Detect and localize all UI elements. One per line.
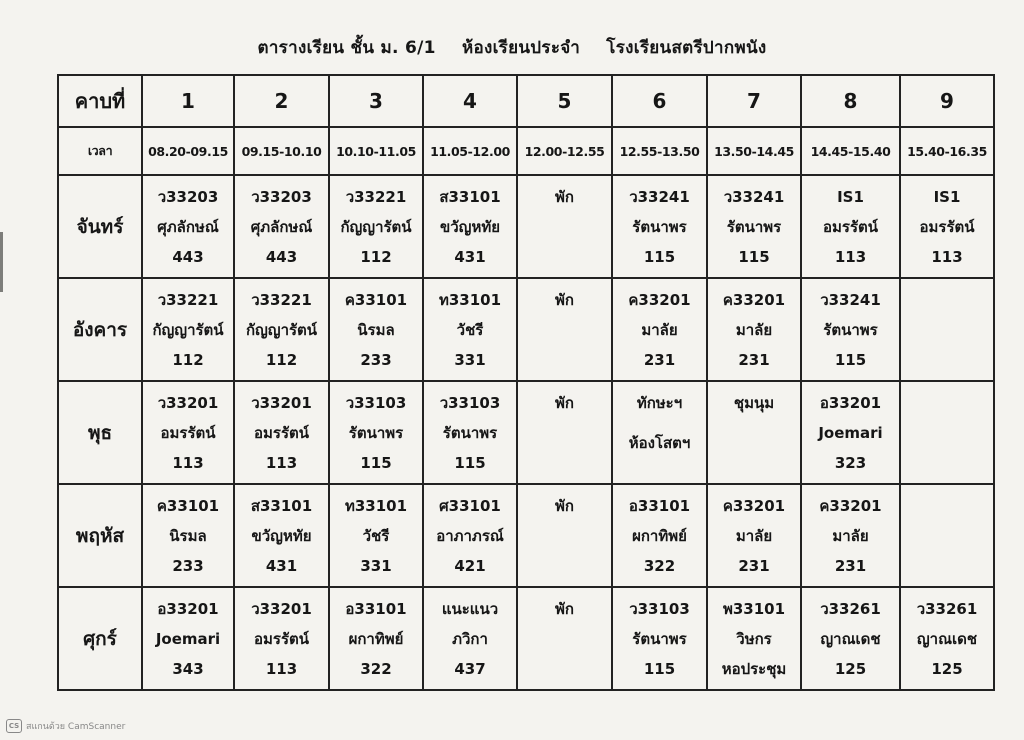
teacher-name: อมรรัตน์ [919, 217, 975, 236]
teacher-name: ญาณเดช [916, 629, 978, 648]
time-cell: 11.05-12.00 [423, 127, 517, 175]
subject-code: ศ33101 [439, 496, 501, 515]
class-cell-content [424, 286, 516, 374]
class-cell-content [613, 492, 706, 580]
teacher-name: รัตนาพร [632, 217, 687, 236]
class-cell [234, 175, 329, 278]
class-cell [517, 587, 612, 690]
class-cell [707, 175, 801, 278]
class-cell [423, 381, 517, 484]
teacher-name: กัญญารัตน์ [152, 320, 224, 339]
class-cell [329, 278, 423, 381]
class-cell-content [424, 492, 516, 580]
room-number: 431 [265, 556, 298, 575]
class-cell-content [143, 595, 233, 683]
subject-code: IS1 [837, 187, 864, 206]
class-cell [900, 484, 994, 587]
class-cell [329, 175, 423, 278]
timetable [57, 74, 995, 691]
subject-code: ว33201 [251, 599, 312, 618]
teacher-name: อมรรัตน์ [160, 423, 216, 442]
class-cell [423, 175, 517, 278]
teacher-name: Joemari [818, 423, 883, 442]
class-cell [517, 381, 612, 484]
teacher-name: ห้องโสตฯ [628, 433, 691, 452]
subject-code: ค33101 [344, 290, 408, 309]
class-cell [612, 175, 707, 278]
class-cell-content [802, 492, 899, 580]
class-cell-content [518, 595, 611, 683]
class-cell [801, 175, 900, 278]
day-row [58, 587, 994, 690]
time-cell: 08.20-09.15 [142, 127, 234, 175]
room-number: 443 [172, 247, 204, 266]
subject-code: ว33103 [629, 599, 690, 618]
scanner-watermark [6, 719, 125, 733]
period-number: 9 [900, 75, 994, 127]
class-cell-content [143, 389, 233, 477]
class-cell [142, 381, 234, 484]
day-label: ศุกร์ [58, 587, 142, 690]
time-row [58, 127, 994, 175]
time-cell: 12.55-13.50 [612, 127, 707, 175]
class-cell [142, 484, 234, 587]
room-number: 125 [931, 659, 963, 678]
teacher-name: มาลัย [641, 320, 678, 339]
class-cell-content [708, 595, 800, 683]
class-cell-content [424, 595, 516, 683]
class-cell-content [330, 286, 422, 374]
time-cell: 15.40-16.35 [900, 127, 994, 175]
subject-code: พัก [555, 187, 574, 206]
room-number: 431 [454, 247, 486, 266]
class-cell-content [802, 389, 899, 477]
subject-code: ว33201 [251, 393, 312, 412]
class-cell-content [901, 595, 993, 683]
room-number: 421 [454, 556, 486, 575]
class-cell [517, 175, 612, 278]
class-cell [142, 278, 234, 381]
subject-code: ว33241 [629, 187, 690, 206]
room-number: 113 [172, 453, 204, 472]
class-cell [329, 587, 423, 690]
room-number: 322 [360, 659, 392, 678]
room-number: 112 [265, 350, 298, 369]
room-number: 113 [931, 247, 963, 266]
teacher-name: ภวิกา [452, 629, 488, 648]
class-cell [612, 587, 707, 690]
time-cell: 14.45-15.40 [801, 127, 900, 175]
class-cell [900, 587, 994, 690]
subject-code: ว33241 [820, 290, 881, 309]
class-cell-content [330, 492, 422, 580]
teacher-name: รัตนาพร [726, 217, 782, 236]
room-number: 233 [172, 556, 204, 575]
teacher-name: ญาณเดช [820, 629, 881, 648]
subject-code: แนะแนว [441, 599, 499, 618]
day-label: จันทร์ [58, 175, 142, 278]
teacher-name: กัญญารัตน์ [245, 320, 318, 339]
class-cell-content [708, 492, 800, 580]
class-cell [612, 381, 707, 484]
class-cell-content [901, 389, 993, 477]
class-cell-content [901, 286, 993, 374]
room-number: 113 [265, 453, 298, 472]
room-number: 112 [360, 247, 392, 266]
room-number: 115 [454, 453, 486, 472]
time-cell: 12.00-12.55 [517, 127, 612, 175]
room-number: 112 [172, 350, 204, 369]
teacher-name: มาลัย [735, 320, 773, 339]
period-number: 1 [142, 75, 234, 127]
period-number: 7 [707, 75, 801, 127]
room-number: 343 [172, 659, 204, 678]
time-cell: 13.50-14.45 [707, 127, 801, 175]
room-number: 233 [360, 350, 392, 369]
subject-code: ทักษะฯ [636, 393, 683, 412]
period-number: 6 [612, 75, 707, 127]
class-cell-content [143, 183, 233, 271]
teacher-name: อมรรัตน์ [822, 217, 878, 236]
subject-code: ท33101 [344, 496, 408, 515]
teacher-name: วัชรี [362, 526, 390, 545]
period-number: 5 [517, 75, 612, 127]
class-cell-content [901, 183, 993, 271]
subject-code: อ33101 [345, 599, 407, 618]
class-cell [423, 587, 517, 690]
room-number: 115 [834, 350, 867, 369]
class-cell-content [424, 183, 516, 271]
binder-mark [0, 232, 3, 292]
page-title [0, 34, 1024, 61]
class-cell [234, 484, 329, 587]
teacher-name: ขวัญหทัย [251, 526, 312, 545]
subject-code: ว33103 [345, 393, 407, 412]
subject-code: ว33261 [820, 599, 881, 618]
teacher-name: อาภาภรณ์ [436, 526, 504, 545]
period-header-row [58, 75, 994, 127]
subject-code: ว33103 [439, 393, 501, 412]
room-number: 231 [738, 556, 770, 575]
class-cell-content [143, 492, 233, 580]
subject-code: ว33203 [251, 187, 312, 206]
room-number: 113 [265, 659, 298, 678]
time-cell: 09.15-10.10 [234, 127, 329, 175]
day-label: พุธ [58, 381, 142, 484]
teacher-name: รัตนาพร [348, 423, 404, 442]
title-room: ห้องเรียนประจำ [461, 38, 581, 58]
subject-code: ว33201 [157, 393, 219, 412]
day-label: อังคาร [58, 278, 142, 381]
subject-code: ค33201 [722, 496, 786, 515]
class-cell-content [708, 286, 800, 374]
subject-code: ท33101 [438, 290, 502, 309]
subject-code: ส33101 [439, 187, 501, 206]
class-cell-content [143, 286, 233, 374]
class-cell [517, 484, 612, 587]
class-cell-content [330, 389, 422, 477]
room-number: 115 [643, 659, 676, 678]
class-cell [801, 484, 900, 587]
room-number: หอประชุม [721, 659, 787, 678]
watermark-text: สแกนด้วย CamScanner [26, 722, 126, 732]
teacher-name: ผกาทิพย์ [348, 629, 404, 648]
room-number: 331 [360, 556, 392, 575]
class-cell-content [708, 183, 800, 271]
class-cell [707, 381, 801, 484]
subject-code: อ33201 [157, 599, 219, 618]
class-cell [801, 587, 900, 690]
class-cell [900, 381, 994, 484]
class-cell [801, 278, 900, 381]
room-number: 331 [454, 350, 486, 369]
class-cell-content [802, 286, 899, 374]
class-cell-content [613, 595, 706, 683]
class-cell [234, 278, 329, 381]
class-cell [234, 587, 329, 690]
room-number: 125 [834, 659, 867, 678]
teacher-name: อมรรัตน์ [253, 423, 309, 442]
teacher-name: ศุภลักษณ์ [250, 217, 313, 236]
subject-code: ว33261 [916, 599, 978, 618]
subject-code: พัก [555, 393, 574, 412]
class-cell [900, 175, 994, 278]
teacher-name: นิรมล [357, 320, 395, 339]
teacher-name: รัตนาพร [442, 423, 498, 442]
teacher-name: ขวัญหทัย [439, 217, 501, 236]
class-cell [423, 484, 517, 587]
class-cell-content [235, 595, 328, 683]
room-number: 231 [834, 556, 867, 575]
subject-code: ค33201 [819, 496, 882, 515]
class-cell-content [330, 183, 422, 271]
teacher-name: รัตนาพร [823, 320, 878, 339]
class-cell [142, 587, 234, 690]
room-number: 443 [265, 247, 298, 266]
class-cell [707, 484, 801, 587]
day-row [58, 278, 994, 381]
title-class: ตารางเรียน ชั้น ม. 6/1 [257, 38, 436, 58]
class-cell-content [235, 492, 328, 580]
class-cell [707, 278, 801, 381]
class-cell-content [901, 492, 993, 580]
day-row [58, 175, 994, 278]
time-label: เวลา [58, 127, 142, 175]
room-number: 115 [643, 247, 676, 266]
class-cell [142, 175, 234, 278]
room-number: 115 [738, 247, 770, 266]
class-cell [707, 587, 801, 690]
class-cell [329, 484, 423, 587]
teacher-name: วิษกร [736, 629, 772, 648]
teacher-name: ศุภลักษณ์ [157, 217, 219, 236]
subject-code: ว33221 [251, 290, 312, 309]
day-row [58, 381, 994, 484]
subject-code: ค33201 [628, 290, 691, 309]
room-number: 113 [834, 247, 867, 266]
subject-code: ค33201 [722, 290, 786, 309]
time-cell: 10.10-11.05 [329, 127, 423, 175]
class-cell-content [613, 183, 706, 271]
subject-code: อ33101 [628, 496, 691, 515]
room-number: 437 [454, 659, 486, 678]
room-number: 322 [643, 556, 676, 575]
class-cell-content [613, 286, 706, 374]
subject-code: ว33241 [723, 187, 785, 206]
subject-code: ชุมนุม [733, 393, 775, 412]
class-cell-content [613, 389, 706, 477]
day-label: พฤหัส [58, 484, 142, 587]
period-number: 3 [329, 75, 423, 127]
class-cell-content [235, 183, 328, 271]
subject-code: ส33101 [250, 496, 313, 515]
class-cell [517, 278, 612, 381]
class-cell-content [802, 183, 899, 271]
period-number: 2 [234, 75, 329, 127]
camscanner-icon: CS [6, 719, 22, 733]
class-cell-content [708, 389, 800, 477]
subject-code: พัก [555, 599, 574, 618]
room-number: 231 [738, 350, 770, 369]
subject-code: ว33203 [157, 187, 219, 206]
subject-code: อ33201 [819, 393, 882, 412]
subject-code: ค33101 [156, 496, 220, 515]
title-school: โรงเรียนสตรีปากพนัง [606, 38, 767, 58]
class-cell-content [330, 595, 422, 683]
class-cell-content [802, 595, 899, 683]
teacher-name: วัชรี [456, 320, 484, 339]
class-cell [423, 278, 517, 381]
period-number: 8 [801, 75, 900, 127]
room-number: 323 [834, 453, 867, 472]
teacher-name: มาลัย [832, 526, 869, 545]
class-cell [612, 278, 707, 381]
period-label: คาบที่ [58, 75, 142, 127]
teacher-name: อมรรัตน์ [253, 629, 309, 648]
class-cell-content [235, 286, 328, 374]
class-cell-content [518, 389, 611, 477]
period-number: 4 [423, 75, 517, 127]
subject-code: ว33221 [345, 187, 407, 206]
teacher-name: กัญญารัตน์ [340, 217, 412, 236]
class-cell-content [518, 183, 611, 271]
room-number: 115 [360, 453, 392, 472]
teacher-name: รัตนาพร [632, 629, 687, 648]
subject-code: พัก [555, 290, 574, 309]
class-cell-content [235, 389, 328, 477]
subject-code: IS1 [933, 187, 961, 206]
class-cell-content [518, 492, 611, 580]
class-cell [329, 381, 423, 484]
class-cell [801, 381, 900, 484]
subject-code: พ33101 [722, 599, 786, 618]
teacher-name: มาลัย [735, 526, 773, 545]
day-row [58, 484, 994, 587]
room-number: 231 [643, 350, 676, 369]
subject-code: ว33221 [157, 290, 219, 309]
class-cell [612, 484, 707, 587]
class-cell-content [518, 286, 611, 374]
teacher-name: Joemari [155, 629, 221, 648]
teacher-name: นิรมล [169, 526, 207, 545]
class-cell [900, 278, 994, 381]
teacher-name: ผกาทิพย์ [632, 526, 687, 545]
subject-code: พัก [555, 496, 574, 515]
class-cell-content [424, 389, 516, 477]
class-cell [234, 381, 329, 484]
